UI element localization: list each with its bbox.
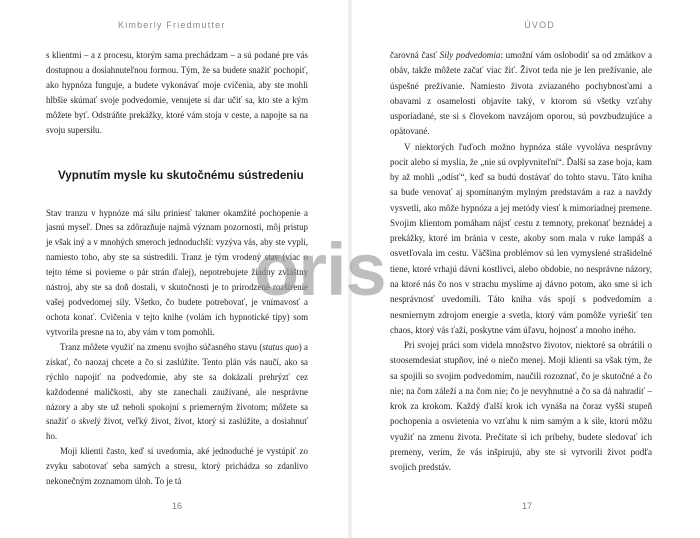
running-head-author: Kimberly Friedmutter [118,20,226,30]
paragraph-text: Tranz môžete využiť na zmenu svojho súčasného stavu ( [60,341,263,352]
body-paragraph: V niektorých ľuďoch možno hypnóza stále vyvoláva nesprávny pocit alebo si myslia, že „nie sú ovplyvniteľní“. Ďalší sa zase boja, kam by až mohli „odísť“, keď sa budú dostávať do tohto stavu. Táto kniha sa bude venovať aj spomínaným mylným predstavám a raz a navždy vysvetlí, ako môže hypnóza a jej metódy viesť k mimoriadnej premene. Svojim klientom pomáham nájsť cestu z temnoty, prekonať beznádej a prekážky, ktoré im bránia v ceste, akoby som mala v ruke lampáš a osvetľovala im cestu. Väčšina problémov sú len vymyslené strašidelné tiene, ktoré vrhajú dávni kostlivci, alebo obdobie, no nesprávne názory, na ktoré nás čo nos v strachu myslíme aj dávno potom, ako sme si ich nesprávnosť uvedomili. Táto kniha vás spojí s podvedomím a nesmiernym zdrojom energie a svetla, ktorý vám pomôže vyriešiť ten chaos, ktorý vás ťaží, poskytne vám úľavu, hojnosť a mnoho iného. [390,141,652,335]
left-page-body [46,48,308,489]
body-paragraph: Pri svojej práci som videla množstvo životov, niektoré sa obrátili o stoosemdesiat stupňov, iné o niečo menej. Moji klienti sa však tým, že sa spojili so svojim podvedomím, naučili rozoznať, čo je skutočné a čo nie; na čom záleží a na čom nie; čo je nevyhnutné a čo sa dá nahradiť – krok za krokom. Každý ďalší krok ich vynáša na čoraz vyšší stupeň pochopenia a osvietenia vo vzťahu k nim samým a k sile, ktorú môžu využiť na zmenu života. Prečítate si ich príbehy, budete sledovať ich premeny, verím, že vás inšpirujú, aby ste si vytvorili život podľa svojich predstáv. [390,340,652,473]
paragraph-text: : umožní vám oslobodiť sa od zmätkov a obáv, takže môžete začať viac žiť. Život teda nie je len prežívanie, ale úspešné prežívanie. Namiesto života zviazaného pochybnosťami a obavami z osamelosti objavíte taký, v ktorom sú všetky vzťahy usporiadané, ste si s človekom navzájom oporou, sú povzbudzujúce a opätované. [390,50,652,137]
right-page [350,0,700,538]
watermark-logo: oris [254,228,386,311]
body-paragraph: Stav tranzu v hypnóze má silu priniesť takmer okamžité pochopenie a jasnú myseľ. Dnes sa zdôrazňuje najmä význam pozornosti, môj prístup je však iný a v mnohých smeroch jednoduchší: vyzýva vás, aby ste vypli, namiesto toho, aby ste sa sústredili. Tranz je tým vrodený stav (viac o tejto téme si povieme o pár strán ďalej), nepotrebujete žiadny zvláštny nástroj, aby ste sa doň dostali, v skutočnosti je to prirodzené rozšírenie vašej podvedomej sily. Všetko, čo budete potrebovať, je vnímavosť a ochota konať. Cvičenia v tejto knihe (volám ich hypnotické tipy) som vytvorila presne na to, aby vám v tom pomohli. [46,207,308,337]
body-paragraph [46,340,308,444]
intro-paragraph: s klientmi – a z procesu, ktorým sama prechádzam – a sú podané pre vás dostupnou a dosiahnuteľnou formou. Tým, že sa budete snažiť pochopiť, ako hypnóza funguje, a budete vykonávať moje cvičenia, aby ste mohli hlbšie skúmať svoje podvedomie, venujete si dar učiť sa, kto ste a kým môžete byť. Odstráňte prekážky, ktoré vám stoja v ceste, a napojte sa na svoju supersilu. [46,50,308,135]
body-paragraph: Moji klienti často, keď si uvedomia, aké jednoduché je vystúpiť zo zvyku sabotovať seba samých a stresu, ktorý prichádza so zdanlivo nekonečným zoznamom úloh. To je tá [46,446,308,487]
paragraph-text: čarovná časť [390,50,440,60]
italic-term: skvelý [78,416,101,427]
right-page-body [390,48,652,475]
body-paragraph [390,48,652,140]
paragraph-text: život, veľký život, život, ktorý si zaslúžite, a dosiahnuť ho. [46,416,308,442]
italic-term: status quo [262,341,299,352]
section-heading: Vypnutím mysle ku skutočnému sústredeniu [58,168,304,182]
italic-title: Sily podvedomia [439,50,501,60]
page-number: 16 [172,501,183,511]
paragraph-text: ) a získať, čo naozaj chcete a čo si zaslúžite. Tento plán vás naučí, ako sa rýchlo napojiť na podvedomie, aby ste sa dokázali prehrýzť cez každodenné maličkosti, aby ste zanechali zaužívané, ale nesprávne názory a aby ste už neboli spokojní s priemerným životom; môžete sa snažiť o [46,341,308,427]
running-head-chapter: ÚVOD [524,20,555,30]
page-number: 17 [522,501,533,511]
